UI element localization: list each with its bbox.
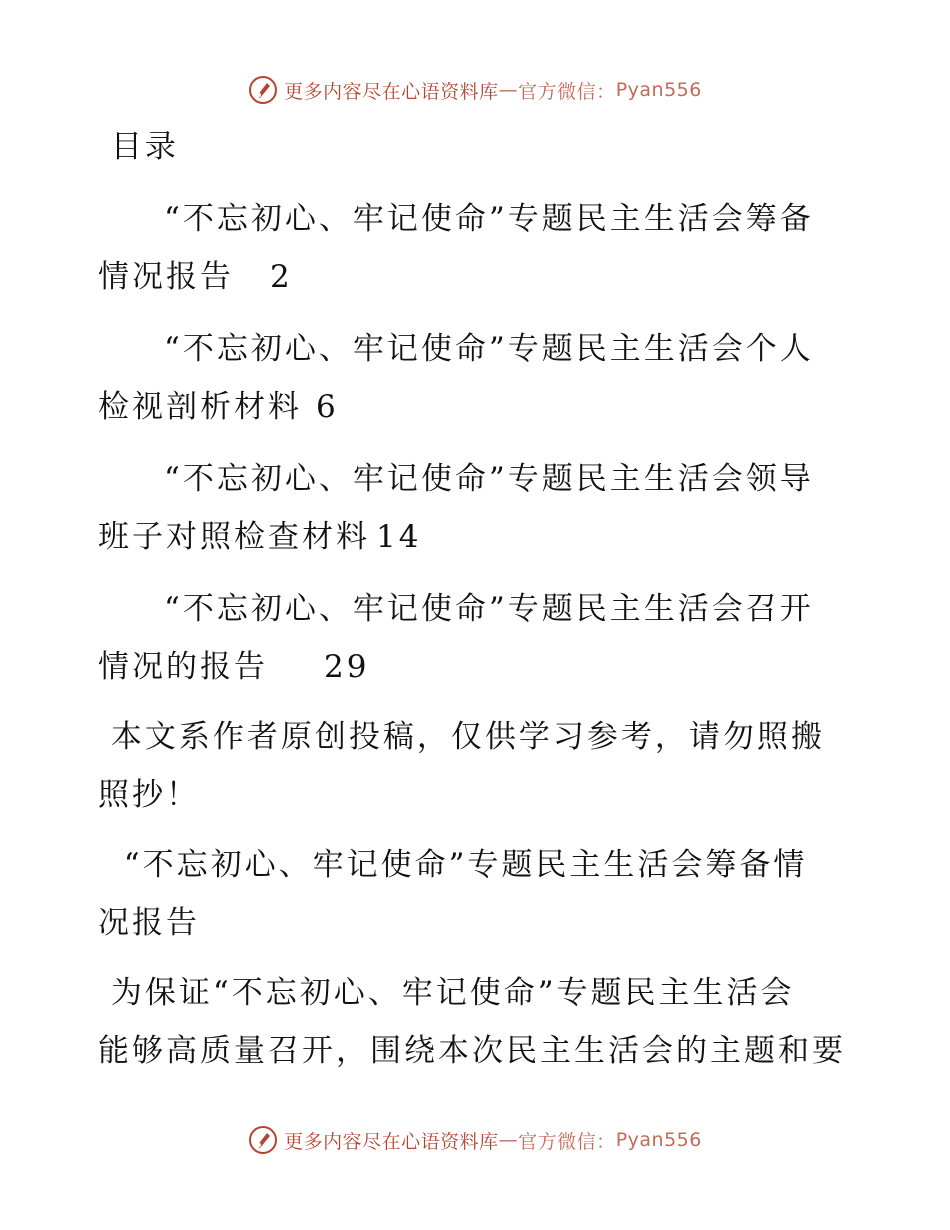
watermark-separator: — <box>498 79 519 101</box>
toc-entry <box>98 450 858 566</box>
section-title <box>98 836 858 952</box>
toc-page-number: 29 <box>324 649 370 685</box>
toc-entry-title-line2: 班子对照检查材料 14 <box>98 519 422 555</box>
toc-title: 目录 <box>110 129 179 165</box>
watermark-official-text: 官方微信： <box>518 80 616 103</box>
notice-line1: 本文系作者原创投稿，仅供学习参考，请勿照搬 <box>110 719 825 755</box>
toc-page-number: 14 <box>376 519 422 555</box>
toc-entry-title-line1: “不忘初心、牢记使命”专题民主生活会个人 <box>164 331 814 367</box>
watermark-official-text: 官方微信： <box>518 1130 616 1153</box>
watermark-brand-text: 更多内容尽在心语资料库 <box>284 80 499 103</box>
footer-watermark <box>0 1120 950 1160</box>
pen-nib-logo-icon <box>248 75 278 105</box>
toc-page-number: 2 <box>270 259 293 295</box>
toc-entry-title-line2: 检视剖析材料 6 <box>98 389 339 425</box>
body-paragraph <box>98 964 858 1080</box>
watermark-wechat-id: Pyan556 <box>615 79 702 101</box>
toc-entry-title-line1: “不忘初心、牢记使命”专题民主生活会筹备 <box>164 201 814 237</box>
section-title-line1: “不忘初心、牢记使命”专题民主生活会筹备情 <box>123 847 808 883</box>
toc-entry-title-line1: “不忘初心、牢记使命”专题民主生活会领导 <box>164 461 814 497</box>
toc-entry-title-line2: 情况的报告 29 <box>98 649 370 685</box>
copyright-notice <box>98 708 858 824</box>
toc-entry <box>98 320 858 436</box>
toc-entry-title-line1: “不忘初心、牢记使命”专题民主生活会召开 <box>164 591 814 627</box>
watermark-wechat-id: Pyan556 <box>615 1129 702 1151</box>
watermark-brand-text: 更多内容尽在心语资料库 <box>284 1130 499 1153</box>
pen-nib-logo-icon <box>248 1125 278 1155</box>
header-watermark <box>0 70 950 110</box>
toc-entry-title-line2: 情况报告 2 <box>98 259 293 295</box>
watermark-separator: — <box>498 1129 519 1151</box>
toc-page-number: 6 <box>316 389 339 425</box>
toc-entry <box>98 580 858 696</box>
toc-entry <box>98 190 858 306</box>
notice-line2: 照抄！ <box>98 777 200 813</box>
body-line1: 为保证“不忘初心、牢记使命”专题民主生活会 <box>110 975 795 1011</box>
body-line2: 能够高质量召开，围绕本次民主生活会的主题和要 <box>98 1033 846 1069</box>
document-body <box>98 118 858 1080</box>
section-title-line2: 况报告 <box>98 905 200 941</box>
